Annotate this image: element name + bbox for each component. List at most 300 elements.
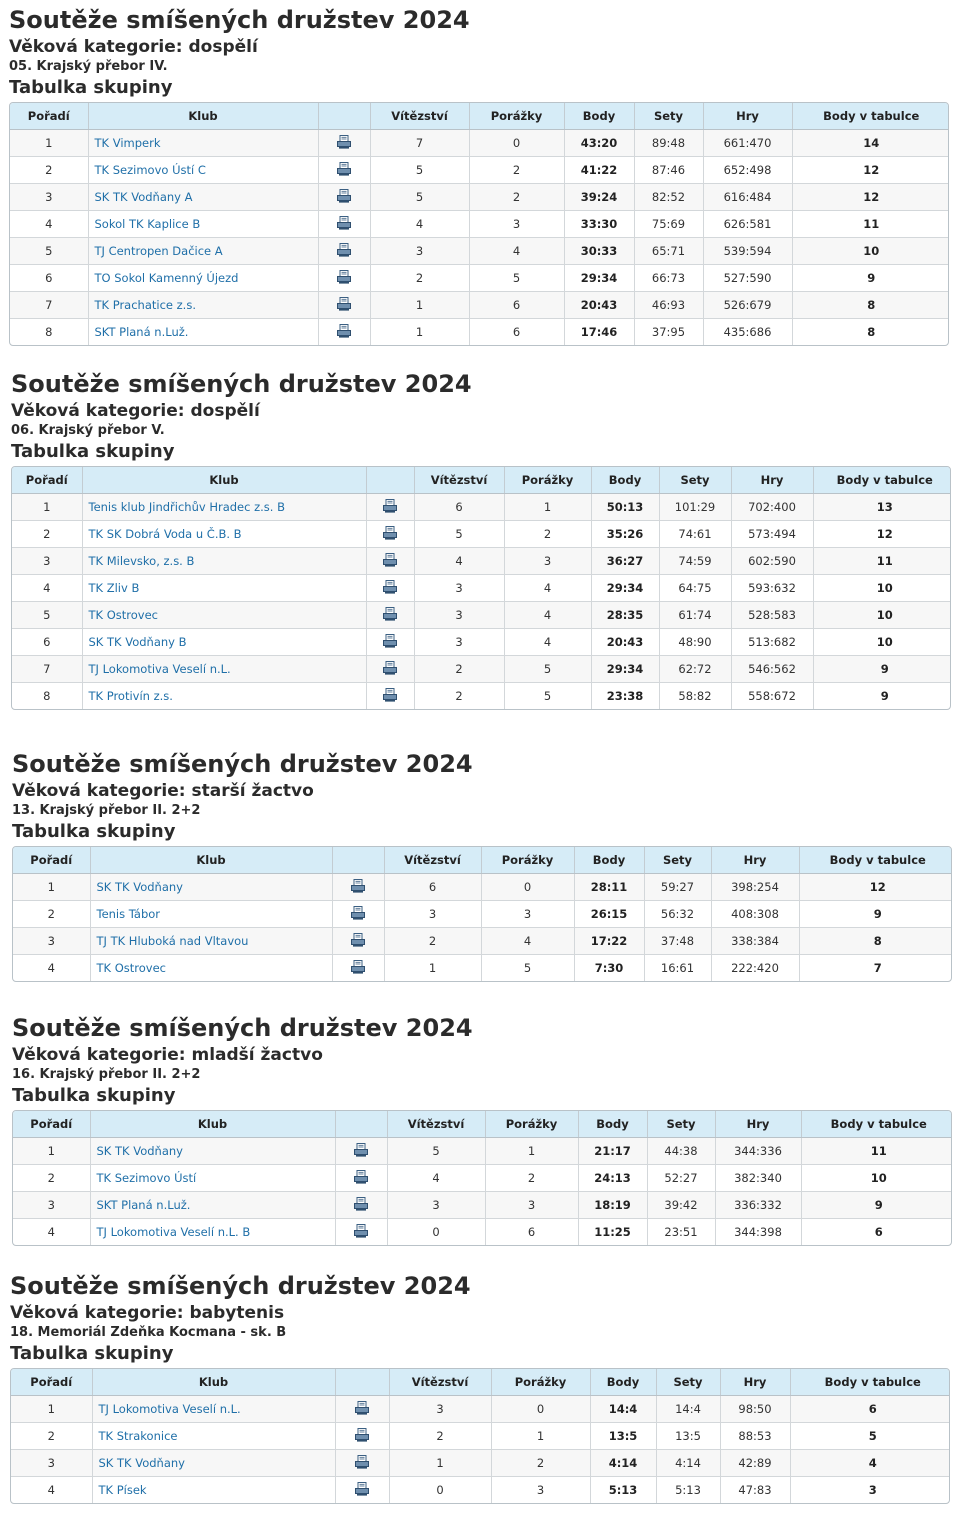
rank-cell: 2	[13, 901, 90, 928]
print-icon[interactable]	[355, 1401, 369, 1418]
sets-cell: 58:82	[659, 683, 731, 710]
column-header: Body	[564, 103, 634, 130]
print-cell	[366, 602, 414, 629]
print-icon[interactable]	[337, 189, 351, 206]
column-header: Sety	[644, 847, 711, 874]
table-points-cell: 10	[813, 602, 951, 629]
print-cell	[366, 656, 414, 683]
club-link[interactable]: Sokol TK Kaplice B	[88, 211, 318, 238]
table-row	[13, 1219, 952, 1246]
column-header: Body	[578, 1111, 647, 1138]
table-points-cell: 9	[813, 656, 951, 683]
column-header: Klub	[82, 467, 366, 494]
print-icon[interactable]	[337, 270, 351, 287]
standings-table-wrapper	[12, 1110, 952, 1246]
column-header: Klub	[88, 103, 318, 130]
club-link[interactable]: TK Zliv B	[82, 575, 366, 602]
wins-cell: 2	[384, 928, 481, 955]
points-cell: 35:26	[591, 521, 659, 548]
club-link[interactable]: SK TK Vodňany	[92, 1450, 335, 1477]
table-row	[13, 1165, 952, 1192]
league-name: 18. Memoriál Zdeňka Kocmana - sk. B	[10, 1325, 287, 1340]
print-icon[interactable]	[337, 216, 351, 233]
column-header: Body	[574, 847, 644, 874]
table-row	[12, 683, 951, 710]
column-header: Body v tabulce	[792, 103, 949, 130]
table-points-cell: 10	[813, 575, 951, 602]
wins-cell: 4	[370, 211, 469, 238]
games-cell: 539:594	[703, 238, 792, 265]
rank-cell: 4	[10, 211, 88, 238]
wins-cell: 3	[414, 602, 504, 629]
print-icon[interactable]	[337, 135, 351, 152]
print-icon[interactable]	[383, 634, 397, 651]
standings-table	[13, 847, 952, 981]
table-row	[12, 656, 951, 683]
games-cell: 702:400	[731, 494, 813, 521]
table-body	[13, 1138, 952, 1246]
column-header: Porážky	[504, 467, 591, 494]
table-points-cell: 8	[792, 292, 949, 319]
table-points-cell: 10	[801, 1165, 952, 1192]
rank-cell: 6	[10, 265, 88, 292]
print-icon[interactable]	[355, 1482, 369, 1499]
column-header: Pořadí	[13, 847, 90, 874]
club-link[interactable]: TJ Lokomotiva Veselí n.L. B	[90, 1219, 335, 1246]
print-cell	[332, 901, 384, 928]
table-points-cell: 13	[813, 494, 951, 521]
wins-cell: 5	[370, 184, 469, 211]
games-cell: 382:340	[715, 1165, 801, 1192]
wins-cell: 5	[370, 157, 469, 184]
points-cell: 18:19	[578, 1192, 647, 1219]
table-heading: Tabulka skupiny	[12, 1085, 176, 1106]
sets-cell: 62:72	[659, 656, 731, 683]
sets-cell: 61:74	[659, 602, 731, 629]
standings-table	[13, 1111, 952, 1245]
table-row	[12, 629, 951, 656]
rank-cell: 1	[11, 1396, 92, 1423]
sets-cell: 64:75	[659, 575, 731, 602]
rank-cell: 1	[12, 494, 82, 521]
table-points-cell: 8	[792, 319, 949, 346]
column-header: Porážky	[469, 103, 564, 130]
age-category: Věková kategorie: babytenis	[10, 1303, 285, 1323]
table-row	[13, 955, 952, 982]
column-header	[335, 1111, 387, 1138]
table-row	[13, 901, 952, 928]
wins-cell: 2	[414, 656, 504, 683]
games-cell: 88:53	[720, 1423, 790, 1450]
table-points-cell: 10	[792, 238, 949, 265]
wins-cell: 6	[414, 494, 504, 521]
wins-cell: 7	[370, 130, 469, 157]
sets-cell: 46:93	[634, 292, 703, 319]
points-cell: 7:30	[574, 955, 644, 982]
print-icon[interactable]	[383, 607, 397, 624]
losses-cell: 2	[469, 157, 564, 184]
table-points-cell: 10	[813, 629, 951, 656]
table-row	[10, 211, 949, 238]
table-heading: Tabulka skupiny	[10, 1343, 174, 1364]
club-link[interactable]: TJ Lokomotiva Veselí n.L.	[92, 1396, 335, 1423]
points-cell: 39:24	[564, 184, 634, 211]
column-header	[318, 103, 370, 130]
table-row	[12, 575, 951, 602]
table-row	[11, 1423, 950, 1450]
losses-cell: 1	[491, 1423, 590, 1450]
wins-cell: 3	[414, 629, 504, 656]
competition-section	[12, 748, 952, 982]
club-link[interactable]: TK Sezimovo Ústí	[90, 1165, 335, 1192]
table-row	[10, 265, 949, 292]
print-cell	[335, 1477, 389, 1504]
header-row	[13, 1111, 952, 1138]
sets-cell: 75:69	[634, 211, 703, 238]
sets-cell: 82:52	[634, 184, 703, 211]
club-link[interactable]: SKT Planá n.Luž.	[88, 319, 318, 346]
sets-cell: 16:61	[644, 955, 711, 982]
league-name: 16. Krajský přebor II. 2+2	[12, 1067, 201, 1082]
wins-cell: 2	[389, 1423, 491, 1450]
games-cell: 526:679	[703, 292, 792, 319]
wins-cell: 5	[387, 1138, 485, 1165]
standings-table-wrapper	[10, 1368, 950, 1504]
club-link[interactable]: TJ Centropen Dačice A	[88, 238, 318, 265]
losses-cell: 3	[481, 901, 574, 928]
points-cell: 50:13	[591, 494, 659, 521]
losses-cell: 0	[481, 874, 574, 901]
column-header: Vítězství	[384, 847, 481, 874]
wins-cell: 4	[414, 548, 504, 575]
table-header	[10, 103, 949, 130]
rank-cell: 8	[10, 319, 88, 346]
losses-cell: 3	[491, 1477, 590, 1504]
rank-cell: 2	[10, 157, 88, 184]
column-header	[366, 467, 414, 494]
table-heading: Tabulka skupiny	[11, 441, 175, 462]
print-icon[interactable]	[354, 1143, 368, 1160]
wins-cell: 0	[387, 1219, 485, 1246]
club-link[interactable]: Tenis Tábor	[90, 901, 332, 928]
club-link[interactable]: SK TK Vodňany B	[82, 629, 366, 656]
club-link[interactable]: TK Písek	[92, 1477, 335, 1504]
table-points-cell: 6	[801, 1219, 952, 1246]
column-header: Sety	[647, 1111, 715, 1138]
rank-cell: 2	[13, 1165, 90, 1192]
header-row	[12, 467, 951, 494]
wins-cell: 0	[389, 1477, 491, 1504]
column-header: Vítězství	[414, 467, 504, 494]
print-cell	[366, 629, 414, 656]
print-icon[interactable]	[383, 499, 397, 516]
header-row	[13, 847, 952, 874]
rank-cell: 5	[12, 602, 82, 629]
table-body	[12, 494, 951, 710]
table-points-cell: 4	[790, 1450, 950, 1477]
print-cell	[335, 1192, 387, 1219]
rank-cell: 7	[10, 292, 88, 319]
sets-cell: 14:4	[656, 1396, 720, 1423]
games-cell: 222:420	[711, 955, 799, 982]
standings-table-wrapper	[11, 466, 951, 710]
column-header: Body	[590, 1369, 656, 1396]
games-cell: 513:682	[731, 629, 813, 656]
print-icon[interactable]	[383, 688, 397, 705]
club-link[interactable]: TK Strakonice	[92, 1423, 335, 1450]
sets-cell: 44:38	[647, 1138, 715, 1165]
wins-cell: 1	[384, 955, 481, 982]
print-icon[interactable]	[383, 580, 397, 597]
table-row	[12, 602, 951, 629]
games-cell: 573:494	[731, 521, 813, 548]
sets-cell: 56:32	[644, 901, 711, 928]
print-cell	[332, 955, 384, 982]
club-link[interactable]: TO Sokol Kamenný Újezd	[88, 265, 318, 292]
print-icon[interactable]	[337, 243, 351, 260]
column-header	[335, 1369, 389, 1396]
table-row	[11, 1396, 950, 1423]
column-header	[332, 847, 384, 874]
club-link[interactable]: SKT Planá n.Luž.	[90, 1192, 335, 1219]
sets-cell: 48:90	[659, 629, 731, 656]
print-icon[interactable]	[354, 1170, 368, 1187]
wins-cell: 1	[389, 1450, 491, 1477]
sets-cell: 74:59	[659, 548, 731, 575]
losses-cell: 0	[491, 1396, 590, 1423]
print-cell	[318, 184, 370, 211]
losses-cell: 5	[504, 656, 591, 683]
column-header: Klub	[92, 1369, 335, 1396]
points-cell: 29:34	[591, 575, 659, 602]
games-cell: 528:583	[731, 602, 813, 629]
games-cell: 661:470	[703, 130, 792, 157]
table-points-cell: 14	[792, 130, 949, 157]
table-header	[13, 1111, 952, 1138]
sets-cell: 37:95	[634, 319, 703, 346]
rank-cell: 3	[13, 1192, 90, 1219]
column-header: Klub	[90, 1111, 335, 1138]
standings-table	[12, 467, 951, 709]
games-cell: 42:89	[720, 1450, 790, 1477]
standings-table-wrapper	[12, 846, 952, 982]
sets-cell: 66:73	[634, 265, 703, 292]
competition-section	[10, 1270, 950, 1504]
print-cell	[335, 1165, 387, 1192]
games-cell: 546:562	[731, 656, 813, 683]
table-points-cell: 11	[792, 211, 949, 238]
column-header: Body v tabulce	[799, 847, 952, 874]
column-header: Pořadí	[11, 1369, 92, 1396]
print-icon[interactable]	[355, 1428, 369, 1445]
competition-title: Soutěže smíšených družstev 2024	[12, 1014, 473, 1042]
points-cell: 23:38	[591, 683, 659, 710]
table-row	[10, 184, 949, 211]
club-link[interactable]: TK SK Dobrá Voda u Č.B. B	[82, 521, 366, 548]
age-category: Věková kategorie: starší žactvo	[12, 781, 314, 801]
sets-cell: 65:71	[634, 238, 703, 265]
losses-cell: 4	[504, 602, 591, 629]
column-header: Hry	[720, 1369, 790, 1396]
games-cell: 47:83	[720, 1477, 790, 1504]
losses-cell: 4	[469, 238, 564, 265]
print-icon[interactable]	[354, 1224, 368, 1241]
column-header: Hry	[715, 1111, 801, 1138]
club-link[interactable]: TK Protivín z.s.	[82, 683, 366, 710]
wins-cell: 1	[370, 319, 469, 346]
games-cell: 558:672	[731, 683, 813, 710]
points-cell: 28:11	[574, 874, 644, 901]
print-cell	[318, 211, 370, 238]
club-link[interactable]: TK Vimperk	[88, 130, 318, 157]
losses-cell: 2	[469, 184, 564, 211]
rank-cell: 7	[12, 656, 82, 683]
print-icon[interactable]	[337, 162, 351, 179]
rank-cell: 4	[13, 955, 90, 982]
column-header: Body v tabulce	[813, 467, 951, 494]
table-points-cell: 9	[799, 901, 952, 928]
print-cell	[366, 683, 414, 710]
column-header: Porážky	[491, 1369, 590, 1396]
club-link[interactable]: TJ Lokomotiva Veselí n.L.	[82, 656, 366, 683]
rank-cell: 3	[11, 1450, 92, 1477]
print-cell	[335, 1450, 389, 1477]
column-header: Porážky	[485, 1111, 578, 1138]
rank-cell: 4	[13, 1219, 90, 1246]
table-row	[13, 1192, 952, 1219]
table-points-cell: 12	[792, 184, 949, 211]
games-cell: 626:581	[703, 211, 792, 238]
rank-cell: 3	[13, 928, 90, 955]
points-cell: 43:20	[564, 130, 634, 157]
competition-title: Soutěže smíšených družstev 2024	[9, 6, 470, 34]
table-points-cell: 3	[790, 1477, 950, 1504]
table-header	[13, 847, 952, 874]
column-header: Body v tabulce	[790, 1369, 950, 1396]
column-header: Sety	[659, 467, 731, 494]
wins-cell: 2	[370, 265, 469, 292]
print-icon[interactable]	[383, 526, 397, 543]
print-icon[interactable]	[351, 879, 365, 896]
losses-cell: 2	[504, 521, 591, 548]
print-icon[interactable]	[383, 553, 397, 570]
games-cell: 435:686	[703, 319, 792, 346]
table-row	[10, 130, 949, 157]
table-body	[13, 874, 952, 982]
competition-section	[9, 4, 949, 346]
table-body	[10, 130, 949, 346]
table-points-cell: 12	[799, 874, 952, 901]
rank-cell: 3	[12, 548, 82, 575]
print-cell	[366, 494, 414, 521]
print-cell	[332, 928, 384, 955]
club-link[interactable]: TJ TK Hluboká nad Vltavou	[90, 928, 332, 955]
column-header: Sety	[656, 1369, 720, 1396]
club-link[interactable]: TK Ostrovec	[82, 602, 366, 629]
column-header: Vítězství	[387, 1111, 485, 1138]
losses-cell: 4	[504, 575, 591, 602]
column-header: Sety	[634, 103, 703, 130]
points-cell: 33:30	[564, 211, 634, 238]
points-cell: 29:34	[564, 265, 634, 292]
table-header	[12, 467, 951, 494]
games-cell: 652:498	[703, 157, 792, 184]
club-link[interactable]: Tenis klub Jindřichův Hradec z.s. B	[82, 494, 366, 521]
rank-cell: 3	[10, 184, 88, 211]
age-category: Věková kategorie: mladší žactvo	[12, 1045, 323, 1065]
club-link[interactable]: TK Sezimovo Ústí C	[88, 157, 318, 184]
losses-cell: 4	[481, 928, 574, 955]
club-link[interactable]: TK Ostrovec	[90, 955, 332, 982]
points-cell: 28:35	[591, 602, 659, 629]
wins-cell: 1	[370, 292, 469, 319]
print-cell	[318, 319, 370, 346]
print-icon[interactable]	[337, 297, 351, 314]
table-points-cell: 7	[799, 955, 952, 982]
print-cell	[318, 292, 370, 319]
print-cell	[318, 265, 370, 292]
print-cell	[332, 874, 384, 901]
sets-cell: 4:14	[656, 1450, 720, 1477]
standings-table	[11, 1369, 950, 1503]
club-link[interactable]: SK TK Vodňany A	[88, 184, 318, 211]
wins-cell: 2	[414, 683, 504, 710]
sets-cell: 13:5	[656, 1423, 720, 1450]
table-row	[12, 521, 951, 548]
table-points-cell: 9	[813, 683, 951, 710]
print-icon[interactable]	[351, 960, 365, 977]
print-icon[interactable]	[337, 324, 351, 341]
table-points-cell: 9	[801, 1192, 952, 1219]
club-link[interactable]: SK TK Vodňany	[90, 1138, 335, 1165]
games-cell: 98:50	[720, 1396, 790, 1423]
print-icon[interactable]	[383, 661, 397, 678]
table-header	[11, 1369, 950, 1396]
league-name: 05. Krajský přebor IV.	[9, 59, 168, 74]
losses-cell: 1	[485, 1138, 578, 1165]
print-icon[interactable]	[354, 1197, 368, 1214]
table-points-cell: 6	[790, 1396, 950, 1423]
sets-cell: 37:48	[644, 928, 711, 955]
points-cell: 20:43	[564, 292, 634, 319]
losses-cell: 0	[469, 130, 564, 157]
competition-title: Soutěže smíšených družstev 2024	[12, 750, 473, 778]
print-cell	[318, 130, 370, 157]
table-row	[12, 494, 951, 521]
losses-cell: 2	[485, 1165, 578, 1192]
rank-cell: 2	[12, 521, 82, 548]
print-icon[interactable]	[351, 933, 365, 950]
table-points-cell: 11	[801, 1138, 952, 1165]
column-header: Vítězství	[370, 103, 469, 130]
points-cell: 24:13	[578, 1165, 647, 1192]
losses-cell: 5	[481, 955, 574, 982]
club-link[interactable]: TK Prachatice z.s.	[88, 292, 318, 319]
print-icon[interactable]	[351, 906, 365, 923]
print-cell	[366, 548, 414, 575]
print-icon[interactable]	[355, 1455, 369, 1472]
points-cell: 41:22	[564, 157, 634, 184]
header-row	[10, 103, 949, 130]
table-row	[13, 874, 952, 901]
sets-cell: 87:46	[634, 157, 703, 184]
losses-cell: 5	[504, 683, 591, 710]
wins-cell: 5	[414, 521, 504, 548]
club-link[interactable]: TK Milevsko, z.s. B	[82, 548, 366, 575]
sets-cell: 5:13	[656, 1477, 720, 1504]
club-link[interactable]: SK TK Vodňany	[90, 874, 332, 901]
column-header: Body v tabulce	[801, 1111, 952, 1138]
